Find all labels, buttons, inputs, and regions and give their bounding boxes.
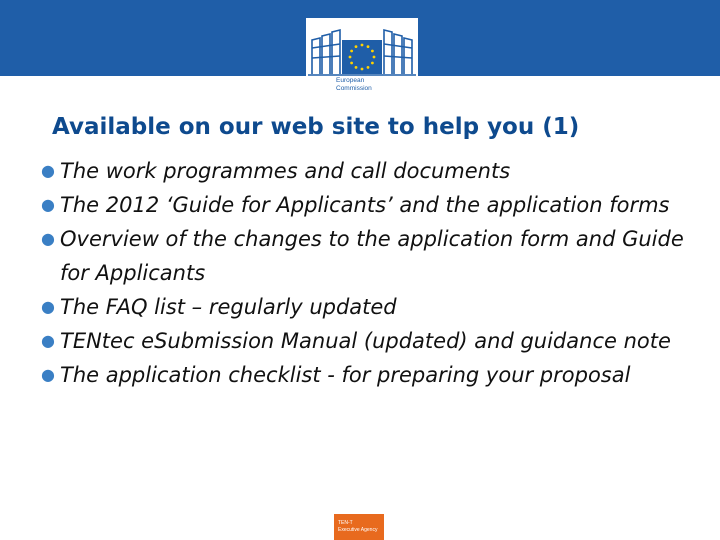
- bullet-text: The 2012 ‘Guide for Applicants’ and the application forms: [60, 193, 670, 217]
- slide-title: Available on our web site to help you (1): [52, 114, 580, 140]
- bullet-list: [36, 154, 696, 392]
- bullet-dot-icon: ●: [41, 365, 55, 384]
- bullet-text: The work programmes and call documents: [60, 159, 511, 183]
- bullet-item: [36, 154, 696, 188]
- agency-logo-line1: TEN-T: [338, 520, 353, 526]
- agency-logo-line2: Executive Agency: [338, 527, 378, 533]
- bullet-item: [36, 290, 696, 324]
- bullet-text: Overview of the changes to the application form and Guide for Applicants: [60, 227, 684, 285]
- org-name: [336, 77, 372, 93]
- bullet-text: The FAQ list – regularly updated: [60, 295, 397, 319]
- bullet-text: TENtec eSubmission Manual (updated) and guidance note: [60, 329, 671, 353]
- org-name-line1: European: [336, 77, 365, 84]
- org-name-line2: Commission: [336, 85, 372, 92]
- bullet-dot-icon: ●: [41, 161, 55, 180]
- bullet-dot-icon: ●: [41, 297, 55, 316]
- bullet-dot-icon: ●: [41, 195, 55, 214]
- bullet-item: [36, 358, 696, 392]
- bullet-dot-icon: ●: [41, 331, 55, 350]
- bullet-item: [36, 222, 696, 290]
- bullet-item: [36, 324, 696, 358]
- european-commission-logo: [306, 18, 418, 102]
- ten-t-agency-logo: [334, 514, 384, 540]
- commission-building-icon: [306, 18, 418, 78]
- bullet-item: [36, 188, 696, 222]
- bullet-text: The application checklist - for preparing your proposal: [60, 363, 631, 387]
- bullet-dot-icon: ●: [41, 229, 55, 248]
